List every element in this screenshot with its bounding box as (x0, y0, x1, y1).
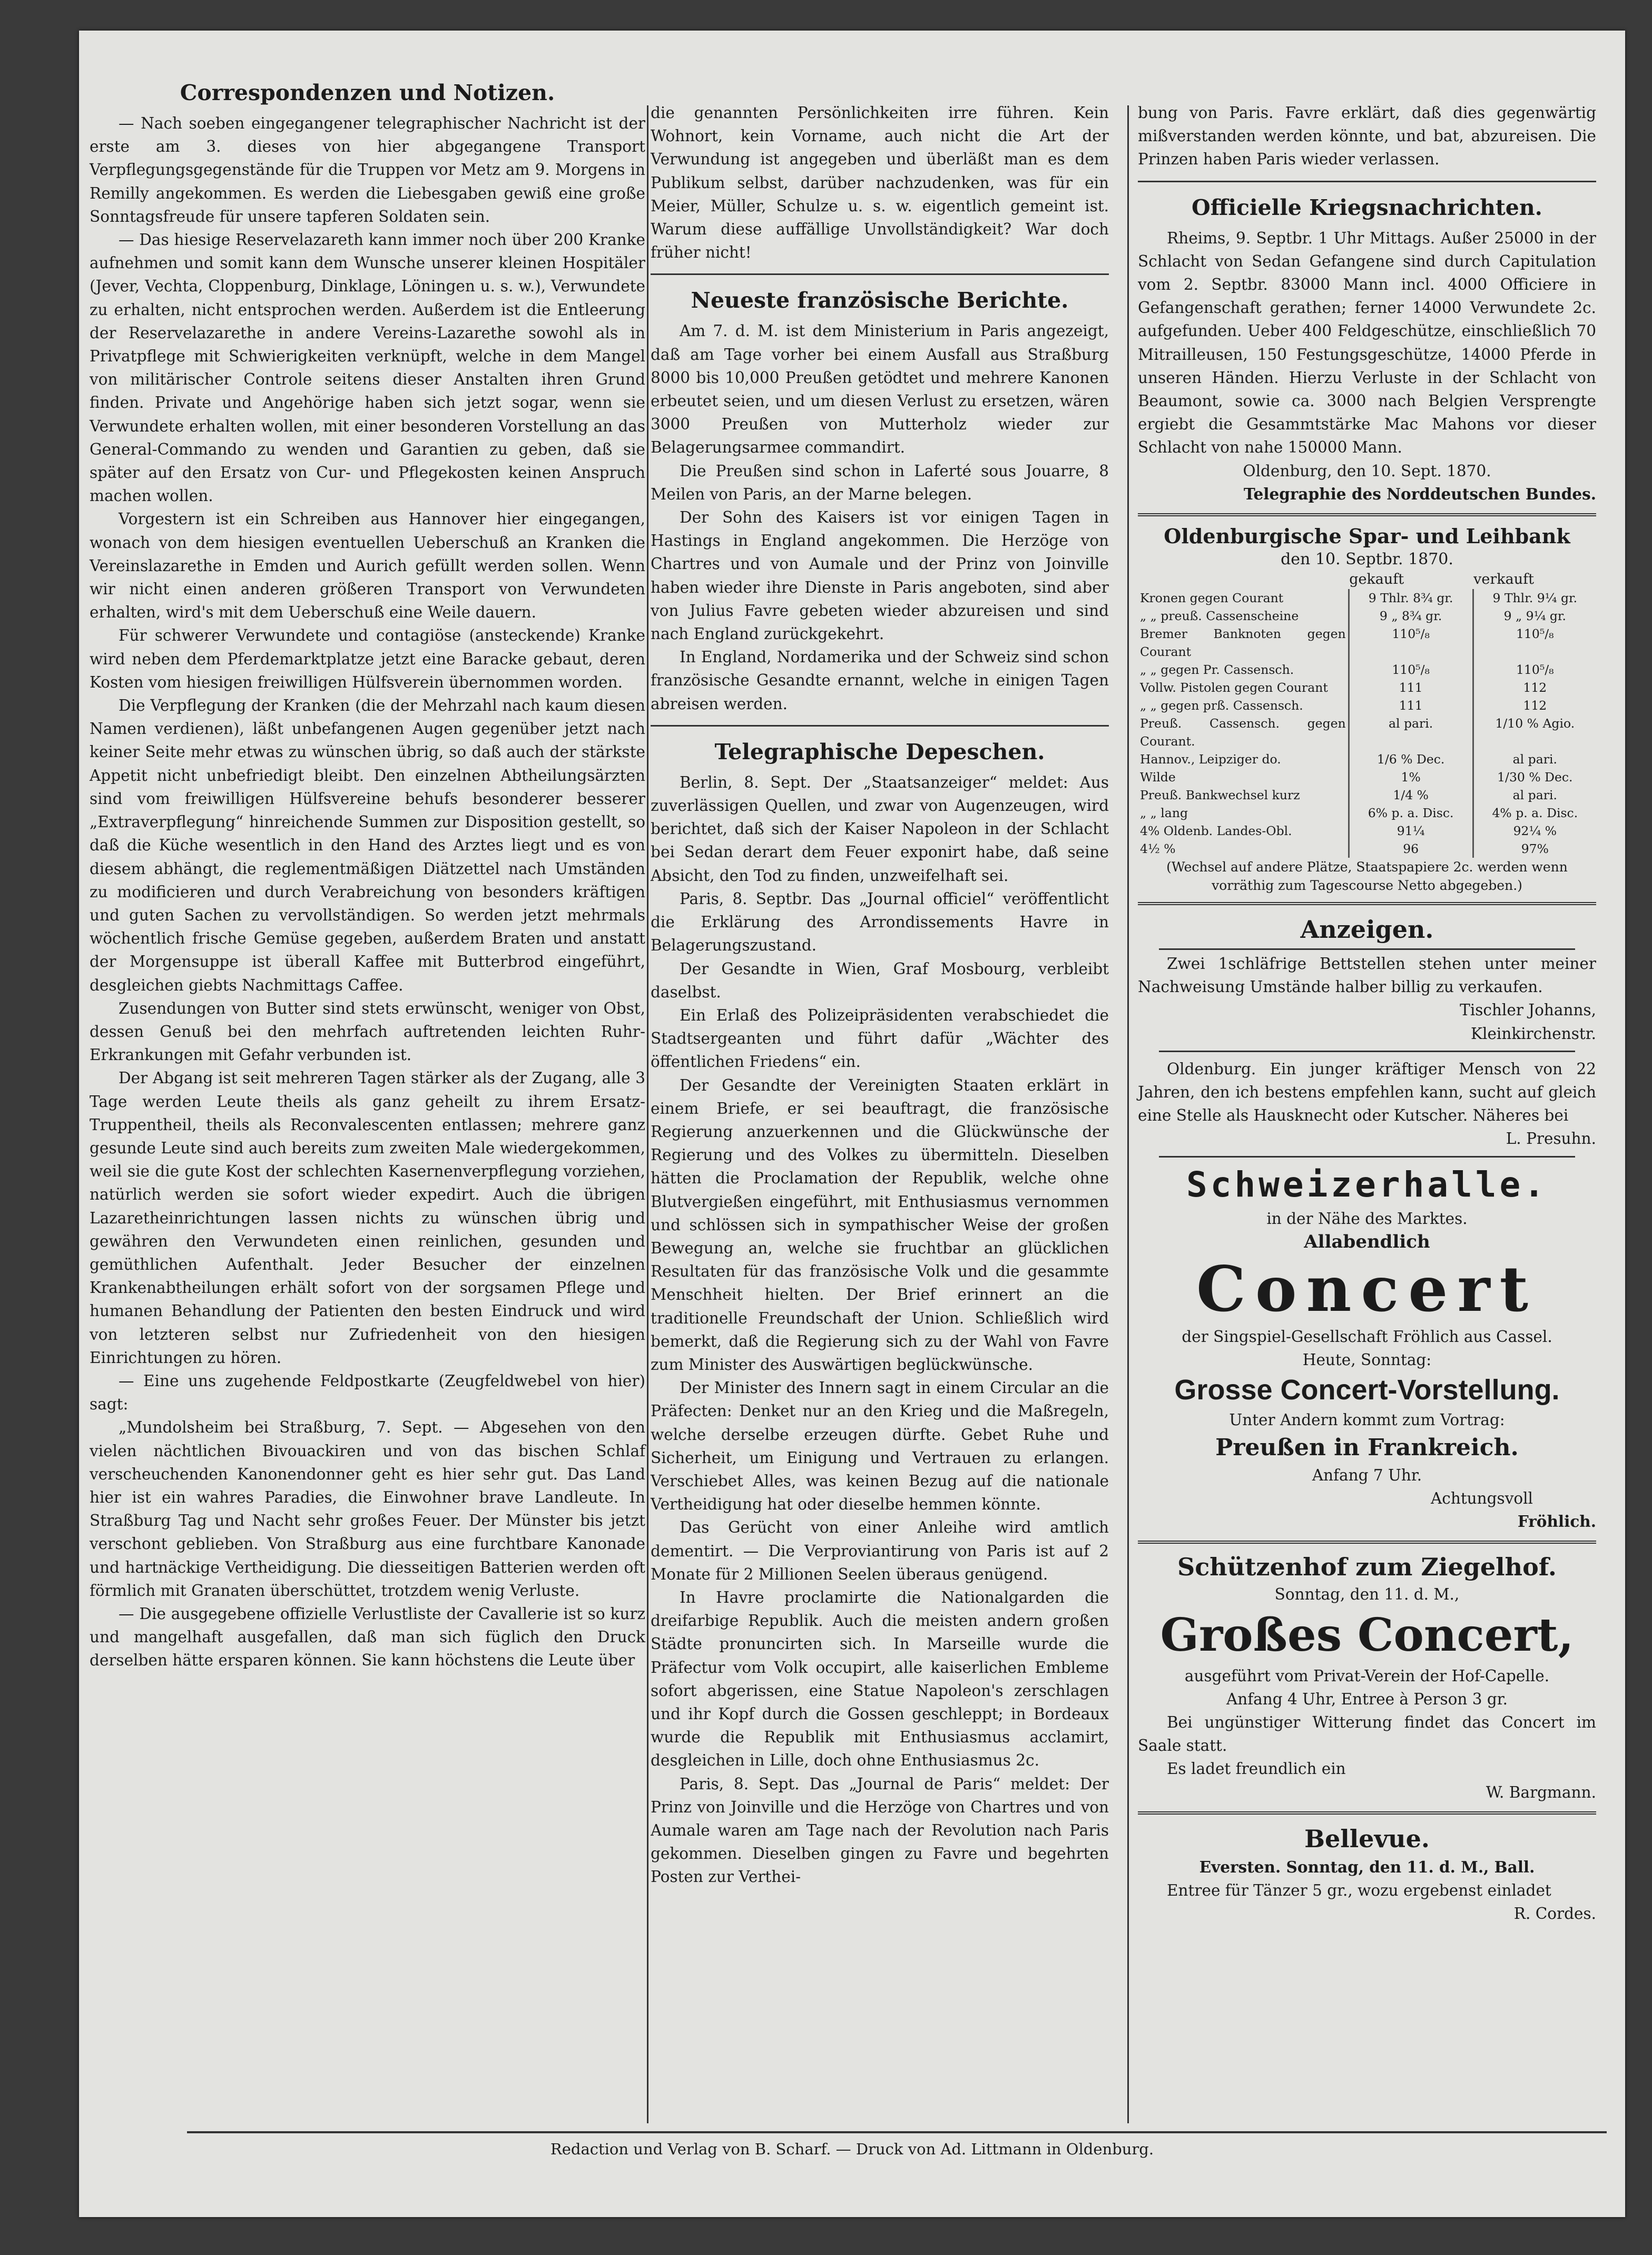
paragraph: Berlin, 8. Sept. Der „Staatsanzeiger“ meldet: Aus zuverlässigen Quellen, und zwar von Augenzeugen, wird berichtet, daß sich der Kaiser Napoleon in der Schlacht bei Sedan derart dem Feuer exponirt habe, daß seine Absicht, den Tod zu finden, unzweifelhaft sei. (651, 773, 1109, 885)
table-cell: 1% (1349, 768, 1473, 786)
paragraph: Rheims, 9. Septbr. 1 Uhr Mittags. Außer 25000 in der Schlacht von Sedan Gefangene sind durch Capitulation vom 2. Septbr. 83000 Mann incl. 4000 Officiere in Gefangenschaft gerathen; ferner 14000 Verwundete 2c. aufgefunden. Ueber 400 Feldgeschütze, einschließlich 70 Mitrailleusen, 150 Festungsgeschütze, 14000 Pferde in unseren Händen. Hierzu Verluste in der Schlacht von Beaumont, sowie ca. 3000 nach Belgien Versprengte ergiebt die Gesammtstärke Mac Mahons vor dieser Schlacht von nahe 150000 Mann. (1138, 229, 1596, 457)
ad-title-vorstellung: Grosse Concert-Vorstellung. (1174, 1374, 1560, 1406)
paragraph: Der Minister des Innern sagt in einem Circular an die Präfecten: Denket nur an den Krieg und die Maßregeln, welche derselbe erzeugen dürfte. Gebet Ruhe und Sicherheit, um Einigung und Vertrauen zu erlangen. Verschiebet Alles, was keinen Bezug auf die nationale Vertheidigung hat oder dieselbe hemmen könnte. (651, 1379, 1109, 1514)
table-cell: 6% p. a. Disc. (1349, 804, 1473, 822)
table-cell: Vollw. Pistolen gegen Courant (1140, 680, 1328, 695)
table-cell: al pari. (1473, 750, 1596, 768)
table-cell: 96 (1349, 840, 1473, 858)
paragraph: bung von Paris. Favre erklärt, daß dies gegenwärtig mißverstanden werden könnte, und bat, abzureisen. Die Prinzen haben Paris wieder verlassen. (1138, 104, 1596, 169)
paragraph: In Havre proclamirte die Nationalgarden die dreifarbige Republik. Auch die meisten andern großen Städte pronuncirten sich. In Marseille wurde die Präfectur vom Volk occupirt, alle kaiserlichen Embleme sofort abgerissen, eine Statue Napoleon's zerschlagen und ihr Kopf durch die Gossen geschleppt; in Bordeaux wurde die Republik mit Enthusiasmus acclamirt, desgleichen in Lille, doch ohne Enthusiasmus 2c. (651, 1588, 1109, 1770)
paragraph: Die Preußen sind schon in Laferté sous Jouarre, 8 Meilen von Paris, an der Marne belegen. (651, 462, 1109, 503)
ad-line: Anfang 4 Uhr, Entree à Person 3 gr. (1226, 1690, 1508, 1708)
ad-signature: W. Bargmann. (1486, 1783, 1596, 1801)
column-divider (1127, 105, 1129, 2123)
table-cell: 97% (1473, 840, 1596, 858)
table-cell: al pari. (1473, 786, 1596, 804)
column-2 (651, 101, 1109, 1889)
paragraph: Paris, 8. Septbr. Das „Journal officiel“ veröffentlicht die Erklärung des Arrondissements Havre in Belagerungszustand. (651, 889, 1109, 955)
ad-title-bellevue: Bellevue. (1304, 1824, 1430, 1853)
paragraph: Ein Erlaß des Polizeipräsidenten verabschiedet die Stadtsergeanten und führt dafür „Wächter des öffentlichen Friedens“ ein. (651, 1006, 1109, 1071)
bank-note: (Wechsel auf andere Plätze, Staatspapiere 2c. werden wenn vorräthig zum Tagescourse Netto abgegeben.) (1166, 859, 1568, 894)
section-rule (1159, 948, 1575, 950)
table-cell: 4½ % (1140, 841, 1176, 857)
ad-piece-title: Preußen in Frankreich. (1215, 1434, 1519, 1461)
ad-line: Achtungsvoll (1431, 1489, 1533, 1507)
section-rule (1159, 1051, 1575, 1052)
column-3 (1138, 101, 1596, 1925)
footer-rule (187, 2131, 1607, 2133)
table-cell: Hannov., Leipziger do. (1140, 752, 1281, 767)
table-cell: Kronen gegen Courant (1140, 591, 1284, 606)
ad-line: Eversten. Sonntag, den 11. d. M., Ball. (1199, 1857, 1535, 1876)
ads-heading: Anzeigen. (1300, 915, 1434, 944)
paragraph: Der Abgang ist seit mehreren Tagen stärker als der Zugang, alle 3 Tage werden Leute theils als ganz geheilt zu ihrem Ersatz-Truppentheil, theils als Reconvalescenten entlassen; mehrere ganz gesunde Leute sind auch bereits zum zweiten Male wiedergekommen, weil sie die gute Kost der schlechten Kasernenverpflegung vorziehen, natürlich werden sie sofort wieder expedirt. Auch die übrigen Lazaretheinrichtungen lassen nichts zu wünschen übrig und gewähren den Verwundeten einen reinlichen, gesunden und gemüthlichen Aufenthalt. Jeder Besucher der einzelnen Krankenabtheilungen erhält sofort von der sorgsamen Pflege und humanen Behandlung der Patienten den besten Eindruck und wird von letzteren selbst nur Zufriedenheit von den hiesigen Einrichtungen zu hören. (90, 1069, 645, 1367)
paragraph: — Nach soeben eingegangener telegraphischer Nachricht ist der erste am 3. dieses von hier abgegangene Transport Verpflegungsgegenstände für die Truppen vor Metz am 9. Morgens in Remilly angekommen. Es werden die Liebesgaben gewiß eine große Sonntagsfreude für unsere tapferen Soldaten sein. (90, 114, 645, 226)
paragraph: — Das hiesige Reservelazareth kann immer noch über 200 Kranke aufnehmen und somit kann dem Wunsche unserer kleinen Hospitäler (Jever, Vechta, Cloppenburg, Dinklage, Löningen u. s. w.), Verwundete zu erhalten, nicht entsprochen werden. Außerdem ist die Entleerung der Reservelazarethe in andere Vereins-Lazarethe sowohl als in Privatpflege mit Schwierigkeiten verknüpft, welche in dem Mangel von militärischer Controle seitens dieser Anstalten ihren Grund finden. Private und Angehörige haben sich jetzt sogar, wenn sie Verwundete erhalten wollen, mit einer besonderen Vorstellung an das General-Commando zu wenden und Garantien zu geben, daß sie später auf den Ersatz von Cur- und Pflegekosten keinen Anspruch machen wollen. (90, 231, 645, 505)
ad-line: Heute, Sonntag: (1302, 1351, 1432, 1369)
table-cell: 4% p. a. Disc. (1473, 804, 1596, 822)
table-cell: 91¼ (1349, 822, 1473, 840)
table-cell: Wilde (1140, 770, 1176, 785)
table-row (1138, 804, 1596, 822)
signature: Telegraphie des Norddeutschen Bundes. (1243, 484, 1596, 503)
heading-depeschen: Telegraphische Depeschen. (714, 739, 1045, 764)
paragraph: Zusendungen von Butter sind stets erwünscht, weniger von Obst, dessen Genuß bei den mehrfach auftretenden leichten Ruhr-Erkrankungen mit Gefahr verbunden ist. (90, 999, 645, 1064)
table-cell: 9 Thlr. 9¼ gr. (1473, 589, 1596, 607)
table-row (1138, 625, 1596, 661)
table-row (1138, 786, 1596, 804)
section-rule (1159, 1156, 1575, 1158)
heading-franzoesische-berichte: Neueste französische Berichte. (691, 288, 1069, 313)
ad-line: Allabendlich (1304, 1231, 1430, 1252)
table-cell: 4% Oldenb. Landes-Obl. (1140, 823, 1292, 839)
table-row (1138, 714, 1596, 750)
table-cell: „ „ gegen prß. Cassensch. (1140, 698, 1303, 713)
ad-signature: Kleinkirchenstr. (1471, 1024, 1596, 1043)
table-cell: 9 Thlr. 8¾ gr. (1349, 589, 1473, 607)
table-cell: Preuß. Bankwechsel kurz (1140, 788, 1300, 803)
paragraph: Die Verpflegung der Kranken (die der Mehrzahl nach kaum diesen Namen verdienen), läßt unbefangenen Augen gegenüber jetzt nach keiner Seite mehr etwas zu wünschen übrig, so daß auch der stärkste Appetit nicht unbefriedigt bleibt. Den einzelnen Abtheilungsärzten sind vom freiwilligen Hülfsvereine behufs besonderer besserer „Extraverpflegung“ hinreichende Summen zur Disposition gestellt, so daß die Küche wesentlich in den Hand des Arztes liegt und es von diesem abhängt, die reglementmäßigen Diätzettel nach Umständen zu modificieren und durch Verabreichung von besonders kräftigen und guten Sachen zu vervollständigen. So werden jetzt mehrmals wöchentlich frische Gemüse gegeben, außerdem Braten und anstatt der Morgensuppe ist überall Kaffee mit Butterbrod eingeführt, desgleichen giebts Nachmittags Caffee. (90, 697, 645, 994)
paragraph: die genannten Persönlichkeiten irre führen. Kein Wohnort, kein Vorname, auch nicht die Art der Verwundung ist angegeben und überläßt man es dem Publikum selbst, darüber nachzudenken, was für ein Meier, Müller, Schulze u. s. w. eigentlich gemeint ist. Warum diese auffällige Unvollständigkeit? War doch früher nicht! (651, 104, 1109, 262)
table-row (1138, 768, 1596, 786)
ad-signature: R. Cordes. (1513, 1905, 1596, 1923)
table-header: gekauft (1349, 571, 1404, 588)
table-cell: 1/4 % (1349, 786, 1473, 804)
section-rule (651, 725, 1109, 727)
table-cell: 1/30 % Dec. (1473, 768, 1596, 786)
section-rule (651, 273, 1109, 275)
paragraph: Vorgestern ist ein Schreiben aus Hannover hier eingegangen, wonach von dem hiesigen eventuellen Ueberschuß an Kranken die Vereinslazarethe in Emden und Aurich gefüllt werden sollen. Wenn wir nicht einen anderen größeren Transport von Verwundeten erhalten, wird's mit dem Ueberschuß eine Weile dauern. (90, 510, 645, 622)
imprint-footer: Redaction und Verlag von B. Scharf. — Druck von Ad. Littmann in Oldenburg. (550, 2140, 1154, 2158)
table-cell: Preuß. Cassensch. gegen Courant. (1140, 716, 1346, 749)
ad-text: Bei ungünstiger Witterung findet das Concert im Saale statt. (1138, 1713, 1596, 1755)
table-row (1138, 679, 1596, 697)
ad-line: Sonntag, den 11. d. M., (1274, 1585, 1460, 1604)
ad-text: Es ladet freundlich ein (1167, 1760, 1346, 1778)
table-row (1138, 589, 1596, 607)
ad-text: Entree für Tänzer 5 gr., wozu ergebenst einladet (1167, 1881, 1551, 1899)
table-row (1138, 661, 1596, 679)
table-cell: 112 (1473, 679, 1596, 697)
ad-signature: L. Presuhn. (1506, 1130, 1596, 1148)
table-cell: 110⁵/₈ (1473, 625, 1596, 661)
ad-text: Zwei 1schläfrige Bettstellen stehen unter meiner Nachweisung Umstände halber billig zu verkaufen. (1138, 955, 1596, 996)
heading-kriegsnachrichten: Officielle Kriegsnachrichten. (1192, 194, 1542, 220)
table-row (1138, 840, 1596, 858)
table-cell: Bremer Banknoten gegen Courant (1140, 626, 1346, 660)
section-rule (1138, 181, 1596, 182)
paragraph: Das Gerücht von einer Anleihe wird amtlich dementirt. — Die Verproviantirung von Paris ist auf 2 Monate für 2 Millionen Seelen überaus genügend. (651, 1518, 1109, 1583)
table-cell: al pari. (1349, 714, 1473, 750)
section-rule (1138, 513, 1596, 516)
paragraph: In England, Nordamerika und der Schweiz sind schon französische Gesandte ernannt, welche in einigen Tagen abreisen werden. (651, 648, 1109, 713)
ad-title-schweizerhalle: Schweizerhalle. (1186, 1164, 1548, 1205)
table-row (1138, 697, 1596, 714)
ad-line: in der Nähe des Marktes. (1266, 1209, 1468, 1228)
table-cell: „ „ gegen Pr. Cassensch. (1140, 662, 1294, 678)
table-cell: 92¼ % (1473, 822, 1596, 840)
bank-title: Oldenburgische Spar- und Leihbank (1164, 524, 1570, 548)
table-cell: 1/6 % Dec. (1349, 750, 1473, 768)
ad-line: ausgeführt vom Privat-Verein der Hof-Capelle. (1184, 1666, 1550, 1685)
paragraph: — Eine uns zugehende Feldpostkarte (Zeugfeldwebel von hier) sagt: (90, 1371, 645, 1414)
paragraph: Für schwerer Verwundete und contagiöse (ansteckende) Kranke wird neben dem Pferdemarktplatze jetzt eine Baracke gebaut, deren Kosten vom hiesigen freiwilligen Hülfsverein übernommen worden. (90, 626, 645, 691)
table-cell: 110⁵/₈ (1349, 661, 1473, 679)
table-header (1138, 570, 1349, 589)
paragraph: „Mundolsheim bei Straßburg, 7. Sept. — Abgesehen von den vielen nächtlichen Bivouackiren und von das bischen Schlaf verscheuchenden Kanonendonner geht es hier sehr gut. Das Land hier ist ein wahres Paradies, die Einwohner brave Landleute. In Straßburg Tag und Nacht sehr großes Feuer. Der Münster bis jetzt verschont geblieben. Von Straßburg aus eine furchtbare Kanonade und hartnäckige Vertheidigung. Die diesseitigen Batterien werden oft förmlich mit Granaten überschüttet, trotzdem wenig Verluste. (90, 1418, 645, 1600)
ad-title-schuetzenhof: Schützenhof zum Ziegelhof. (1177, 1553, 1557, 1582)
ad-line: Anfang 7 Uhr. (1312, 1466, 1422, 1484)
ad-signature: Fröhlich. (1517, 1512, 1596, 1531)
ad-title-grosses-concert: Großes Concert, (1160, 1608, 1574, 1662)
paragraph: Der Gesandte in Wien, Graf Mosbourg, verbleibt daselbst. (651, 959, 1109, 1001)
paragraph: Der Sohn des Kaisers ist vor einigen Tagen in Hastings in England angekommen. Die Herzöge von Chartres und von Aumale und der Prinz von Joinville haben wieder ihre Dienste in Paris angeboten, sind aber von Julius Favre gebeten wieder abzureisen und sind nach England zurückgekehrt. (651, 508, 1109, 643)
dateline: Oldenburg, den 10. Sept. 1870. (1243, 462, 1491, 480)
table-row (1138, 750, 1596, 768)
table-cell: 9 „ 9¼ gr. (1473, 607, 1596, 625)
table-cell: 110⁵/₈ (1349, 625, 1473, 661)
table-cell: „ „ preuß. Cassenscheine (1140, 609, 1299, 624)
column-1 (90, 74, 645, 1672)
paragraph: Am 7. d. M. ist dem Ministerium in Paris angezeigt, daß am Tage vorher bei einem Ausfall aus Straßburg 8000 bis 10,000 Preußen getödtet und mehrere Kanonen erbeutet seien, und um diesen Verlust zu ersetzen, wären 3000 Preußen von Mutterholz wieder zur Belagerungsarmee commandirt. (651, 322, 1109, 457)
paragraph: Paris, 8. Sept. Das „Journal de Paris“ meldet: Der Prinz von Joinville und die Herzöge von Chartres und von Aumale waren am Tage nach der Revolution nach Paris gekommen. Dieselben gingen zu Favre und begehrten Posten zur Verthei- (651, 1774, 1109, 1886)
heading-correspondenzen: Correspondenzen und Notizen. (180, 80, 555, 105)
column-divider (647, 105, 648, 2123)
table-cell: „ „ lang (1140, 806, 1188, 821)
table-header-row (1138, 570, 1596, 589)
ad-signature: Tischler Johanns, (1460, 1001, 1596, 1019)
table-cell: 110⁵/₈ (1473, 661, 1596, 679)
section-rule (1138, 1811, 1596, 1815)
table-cell: 1/10 % Agio. (1473, 714, 1596, 750)
ad-title-concert: Concert (1196, 1252, 1538, 1326)
table-row (1138, 607, 1596, 625)
table-header: verkauft (1473, 571, 1534, 588)
ad-text: Oldenburg. Ein junger kräftiger Mensch von 22 Jahren, den ich bestens empfehlen kann, sucht auf gleich eine Stelle als Hausknecht oder Kutscher. Näheres bei (1138, 1060, 1596, 1125)
section-rule (1138, 902, 1596, 905)
table-cell: 112 (1473, 697, 1596, 714)
ad-line: Unter Andern kommt zum Vortrag: (1229, 1411, 1505, 1429)
bank-date: den 10. Septbr. 1870. (1281, 550, 1453, 569)
exchange-rate-table (1138, 570, 1596, 858)
paragraph: — Die ausgegebene offizielle Verlustliste der Cavallerie ist so kurz und mangelhaft ausgefallen, daß man sich füglich den Druck derselben hätte ersparen können. Sie kann höchstens die Leute über (90, 1605, 645, 1670)
table-cell: 9 „ 8¾ gr. (1349, 607, 1473, 625)
table-cell: 111 (1349, 679, 1473, 697)
section-rule (1138, 1541, 1596, 1544)
table-cell: 111 (1349, 697, 1473, 714)
paragraph: Der Gesandte der Vereinigten Staaten erklärt in einem Briefe, er sei beauftragt, die französische Regierung anzuerkennen und die Glückwünsche der Regierung und des Volkes zu übermitteln. Dieselben hätten die Proclamation der Republik, welche ohne Blutvergießen eingeführt, mit Enthusiasmus vernommen und schlössen sich in sympathischer Weise der großen Bewegung an, welche sie fruchtbar an glücklichen Resultaten für das französische Volk und die gesammte Menschheit hielten. Der Brief erinnert an die traditionelle Freundschaft der Union. Schließlich wird bemerkt, daß die Regierung sich zu der Wahl von Favre zum Minister des Auswärtigen beglückwünsche. (651, 1076, 1109, 1374)
ad-line: der Singspiel-Gesellschaft Fröhlich aus Cassel. (1182, 1328, 1552, 1346)
table-row (1138, 822, 1596, 840)
